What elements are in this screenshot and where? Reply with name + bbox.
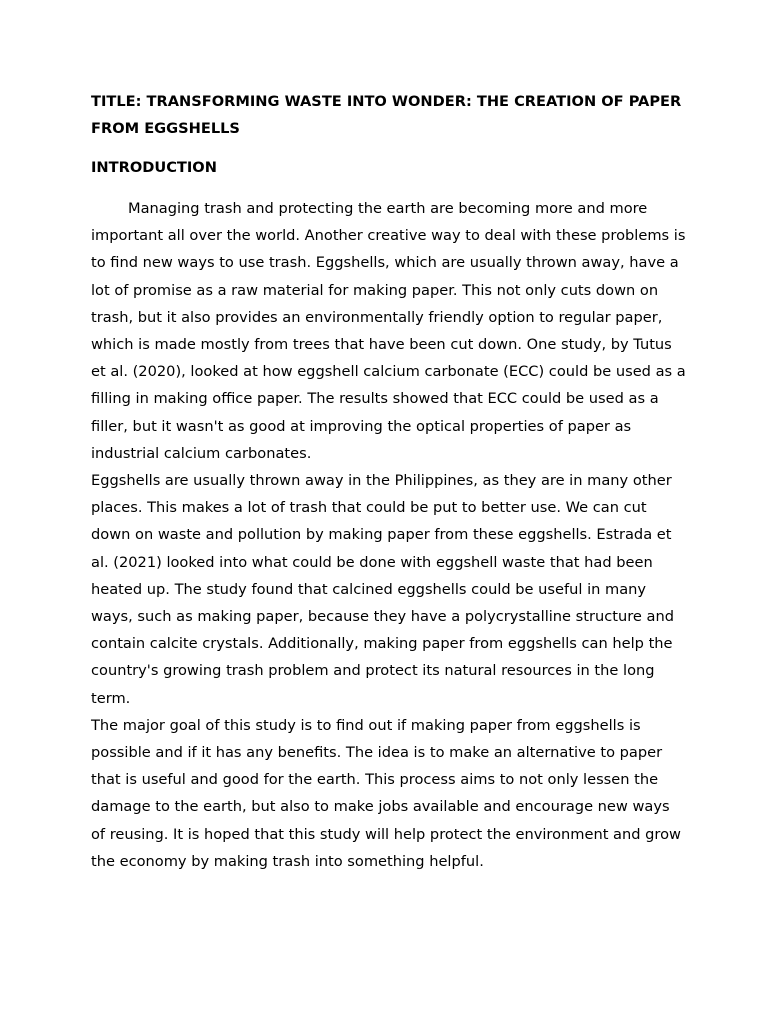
section-heading-introduction: INTRODUCTION — [91, 159, 217, 176]
document-title: TITLE: TRANSFORMING WASTE INTO WONDER: THE CREATION OF PAPER FROM EGGSHELLS — [91, 93, 682, 137]
paragraph-2: Eggshells are usually thrown away in the Philippines, as they are in many other places. This makes a lot of trash that could be put to better use. We can cut down on waste and pollution by making paper from these eggshells. Estrada et al. (2021) looked into what could be done with eggshell waste that had been heated up. The study found that calcined eggshells could be useful in many ways, such as making paper, because they have a polycrystalline structure and contain calcite crystals. Additionally, making paper from eggshells can help the country's growing trash problem and protect its natural resources in the long term. — [91, 472, 674, 707]
paragraph-1: Managing trash and protecting the earth are becoming more and more important all over the world. Another creative way to deal with these problems is to find new ways to use trash. Eggshells, which are usually thrown away, have a lot of promise as a raw material for making paper. This not only cuts down on trash, but it also provides an environmentally friendly option to regular paper, which is made mostly from trees that have been cut down. One study, by Tutus et al. (2020), looked at how eggshell calcium carbonate (ECC) could be used as a filling in making office paper. The results showed that ECC could be used as a filler, but it wasn't as good at improving the optical properties of paper as industrial calcium carbonates. — [91, 200, 686, 462]
paragraph-3: The major goal of this study is to find out if making paper from eggshells is possible and if it has any benefits. The idea is to make an alternative to paper that is useful and good for the earth. This process aims to not only lessen the damage to the earth, but also to make jobs available and encourage new ways of reusing. It is hoped that this study will help protect the environment and grow the economy by making trash into something helpful. — [91, 716, 681, 870]
document-body — [91, 88, 687, 875]
